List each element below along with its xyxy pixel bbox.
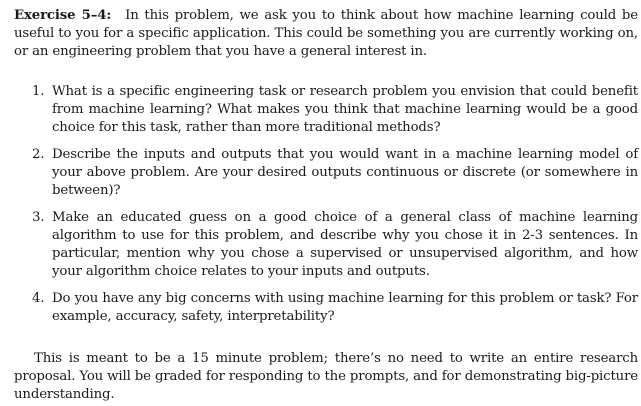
exercise-intro-text: In this problem, we ask you to think about how machine learning could be useful to you for a specific application. This could be something you are currently working on, or an engineering problem that you have a general interest in. (14, 8, 638, 59)
question-item (14, 146, 638, 200)
question-number: 1. (32, 84, 45, 99)
question-item (14, 83, 638, 137)
question-text: What is a specific engineering task or research problem you envision that could benefit from machine learning? What makes you think that machine learning would be a good choice for this task, rather than more traditional methods? (52, 84, 638, 135)
question-text: Describe the inputs and outputs that you would want in a machine learning model of your above problem. Are your desired outputs continuous or discrete (or somewhere in between)? (52, 147, 638, 198)
question-list (14, 83, 638, 326)
question-number: 2. (32, 147, 45, 162)
question-number: 4. (32, 291, 45, 306)
question-text: Do you have any big concerns with using machine learning for this problem or task? For example, accuracy, safety, interpretability? (52, 291, 638, 324)
question-number: 3. (32, 210, 45, 225)
closing-paragraph: This is meant to be a 15 minute problem; there’s no need to write an entire research proposal. You will be graded for responding to the prompts, and for demonstrating big-picture understanding. (14, 351, 638, 402)
exercise-intro (14, 7, 638, 61)
question-text: Make an educated guess on a good choice of a general class of machine learning algorithm to use for this problem, and describe why you chose it in 2-3 sentences. In particular, mention why you chose a supervised or unsupervised algorithm, and how your algorithm choice relates to your inputs and outputs. (52, 210, 638, 279)
exercise-label: Exercise 5–4: (14, 8, 112, 23)
question-item (14, 290, 638, 326)
question-item (14, 209, 638, 281)
exercise-document (14, 7, 638, 404)
